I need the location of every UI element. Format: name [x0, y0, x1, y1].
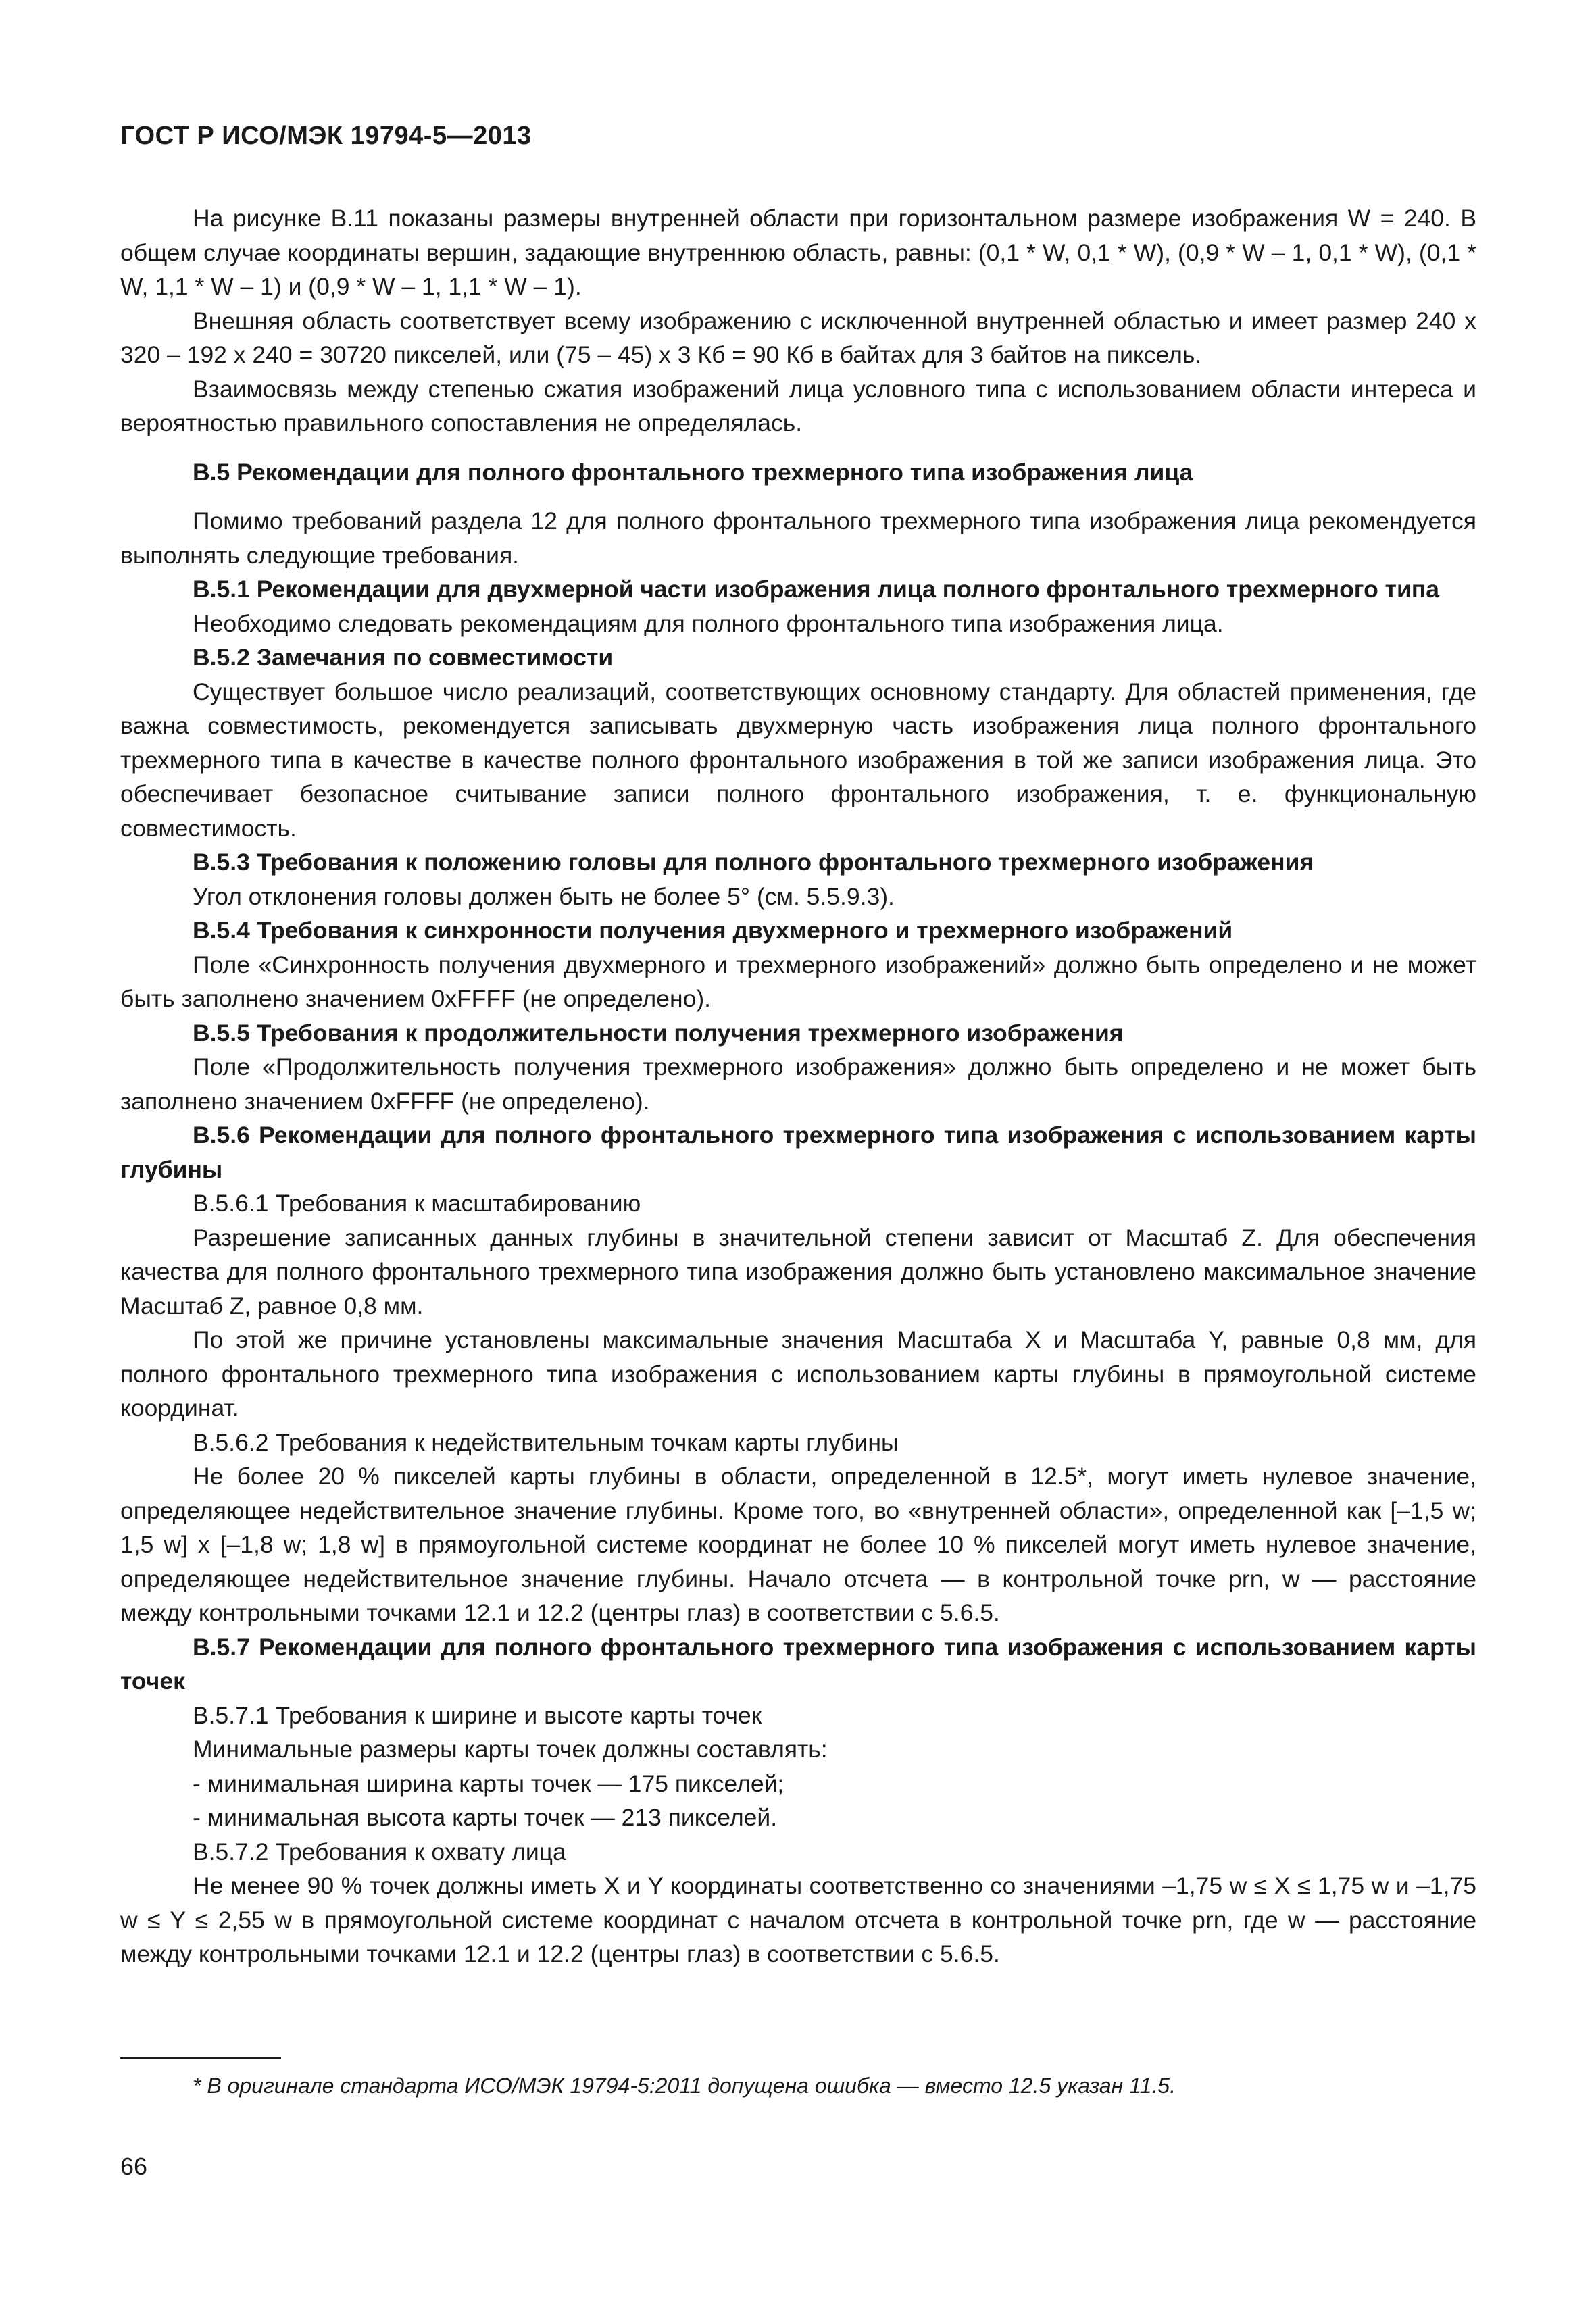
section-heading: В.5.6 Рекомендации для полного фронтального трехмерного типа изображения с использованием карты глубины [120, 1122, 1476, 1183]
section-heading: В.5.7 Рекомендации для полного фронтального трехмерного типа изображения с использованием карты точек [120, 1633, 1476, 1694]
footnote-divider [120, 2057, 281, 2059]
paragraph: Внешняя область соответствует всему изображению с исключенной внутренней областью и имеет размер 240 х 320 – 192 х 240 = 30720 пикселей, или (75 – 45) х 3 Кб = 90 Кб в байтах для 3 байтов на пиксель. [120, 307, 1476, 368]
section-heading: В.5.1 Рекомендации для двухмерной части изображения лица полного фронтального трехмерного типа [193, 576, 1440, 603]
paragraph: Не менее 90 % точек должны иметь X и Y координаты соответственно со значениями –1,75 w ≤ X ≤ 1,75 w и –1,75 w ≤ Y ≤ 2,55 w в прямоугольной системе координат с началом отсчета в контрольной точке prn, где w — расстояние между контрольными точками 12.1 и 12.2 (центры глаз) в соответствии с 5.6.5. [120, 1872, 1476, 1967]
subsection-heading: В.5.6.1 Требования к масштабированию [193, 1190, 641, 1217]
paragraph: Необходимо следовать рекомендациям для полного фронтального типа изображения лица. [193, 609, 1224, 637]
page-number: 66 [120, 2153, 148, 2180]
section-heading: В.5.2 Замечания по совместимости [193, 644, 614, 671]
document-body [120, 201, 1476, 1971]
section-heading: В.5 Рекомендации для полного фронтального трехмерного типа изображения лица [193, 458, 1193, 486]
paragraph: Поле «Продолжительность получения трехмерного изображения» должно быть определено и не может быть заполнено значением 0xFFFF (не определено). [120, 1053, 1476, 1115]
subsection-heading: В.5.7.1 Требования к ширине и высоте карты точек [193, 1701, 762, 1729]
paragraph: Не более 20 % пикселей карты глубины в области, определенной в 12.5*, могут иметь нулевое значение, определяющее недействительное значение глубины. Кроме того, во «внутренней области», определенной как [–1,5 w; 1,5 w] x [–1,8 w; 1,8 w] в прямоугольной системе координат не более 10 % пикселей могут иметь нулевое значение, определяющее недействительное значение глубины. Начало отсчета — в контрольной точке prn, w — расстояние между контрольными точками 12.1 и 12.2 (центры глаз) в соответствии с 5.6.5. [120, 1463, 1476, 1626]
paragraph: Существует большое число реализаций, соответствующих основному стандарту. Для областей применения, где важна совместимость, рекомендуется записывать двухмерную часть изображения лица полного фронтального трехмерного типа в качестве в качестве полного фронтального изображения в той же записи изображения лица. Это обеспечивает безопасное считывание записи полного фронтального изображения, т. е. функциональную совместимость. [120, 678, 1476, 842]
list-item: - минимальная ширина карты точек — 175 пикселей; [193, 1769, 784, 1797]
footnote: * В оригинале стандарта ИСО/МЭК 19794-5:2011 допущена ошибка — вместо 12.5 указан 11.5. [193, 2073, 1176, 2098]
list-item: - минимальная высота карты точек — 213 пикселей. [193, 1804, 778, 1831]
section-heading: В.5.3 Требования к положению головы для полного фронтального трехмерного изображения [193, 849, 1314, 876]
paragraph: На рисунке В.11 показаны размеры внутренней области при горизонтальном размере изображения W = 240. В общем случае координаты вершин, задающие внутреннюю область, равны: (0,1 * W, 0,1 * W), (0,9 * W – 1, 0,1 * W), (0,1 * W, 1,1 * W – 1) и (0,9 * W – 1, 1,1 * W – 1). [120, 205, 1476, 300]
subsection-heading: В.5.7.2 Требования к охвату лица [193, 1838, 566, 1865]
paragraph: Угол отклонения головы должен быть не более 5° (см. 5.5.9.3). [193, 882, 895, 910]
subsection-heading: В.5.6.2 Требования к недействительным точкам карты глубины [193, 1428, 899, 1456]
paragraph: Минимальные размеры карты точек должны составлять: [193, 1736, 828, 1763]
paragraph: Взаимосвязь между степенью сжатия изображений лица условного типа с использованием области интереса и вероятностью правильного сопоставления не определялась. [120, 375, 1476, 436]
paragraph: Разрешение записанных данных глубины в значительной степени зависит от Масштаб Z. Для обеспечения качества для полного фронтального трехмерного типа изображения должно быть установлено максимальное значение Масштаб Z, равное 0,8 мм. [120, 1224, 1476, 1319]
section-heading: В.5.5 Требования к продолжительности получения трехмерного изображения [193, 1019, 1124, 1047]
paragraph: Помимо требований раздела 12 для полного фронтального трехмерного типа изображения лица рекомендуется выполнять следующие требования. [120, 507, 1476, 569]
section-heading: В.5.4 Требования к синхронности получения двухмерного и трехмерного изображений [193, 917, 1233, 944]
paragraph: Поле «Синхронность получения двухмерного и трехмерного изображений» должно быть определено и не может быть заполнено значением 0xFFFF (не определено). [120, 951, 1476, 1012]
paragraph: По этой же причине установлены максимальные значения Масштаба X и Масштаба Y, равные 0,8 мм, для полного фронтального трехмерного типа изображения с использованием карты глубины в прямоугольной системе координат. [120, 1326, 1476, 1422]
document-header: ГОСТ Р ИСО/МЭК 19794-5—2013 [120, 122, 532, 150]
